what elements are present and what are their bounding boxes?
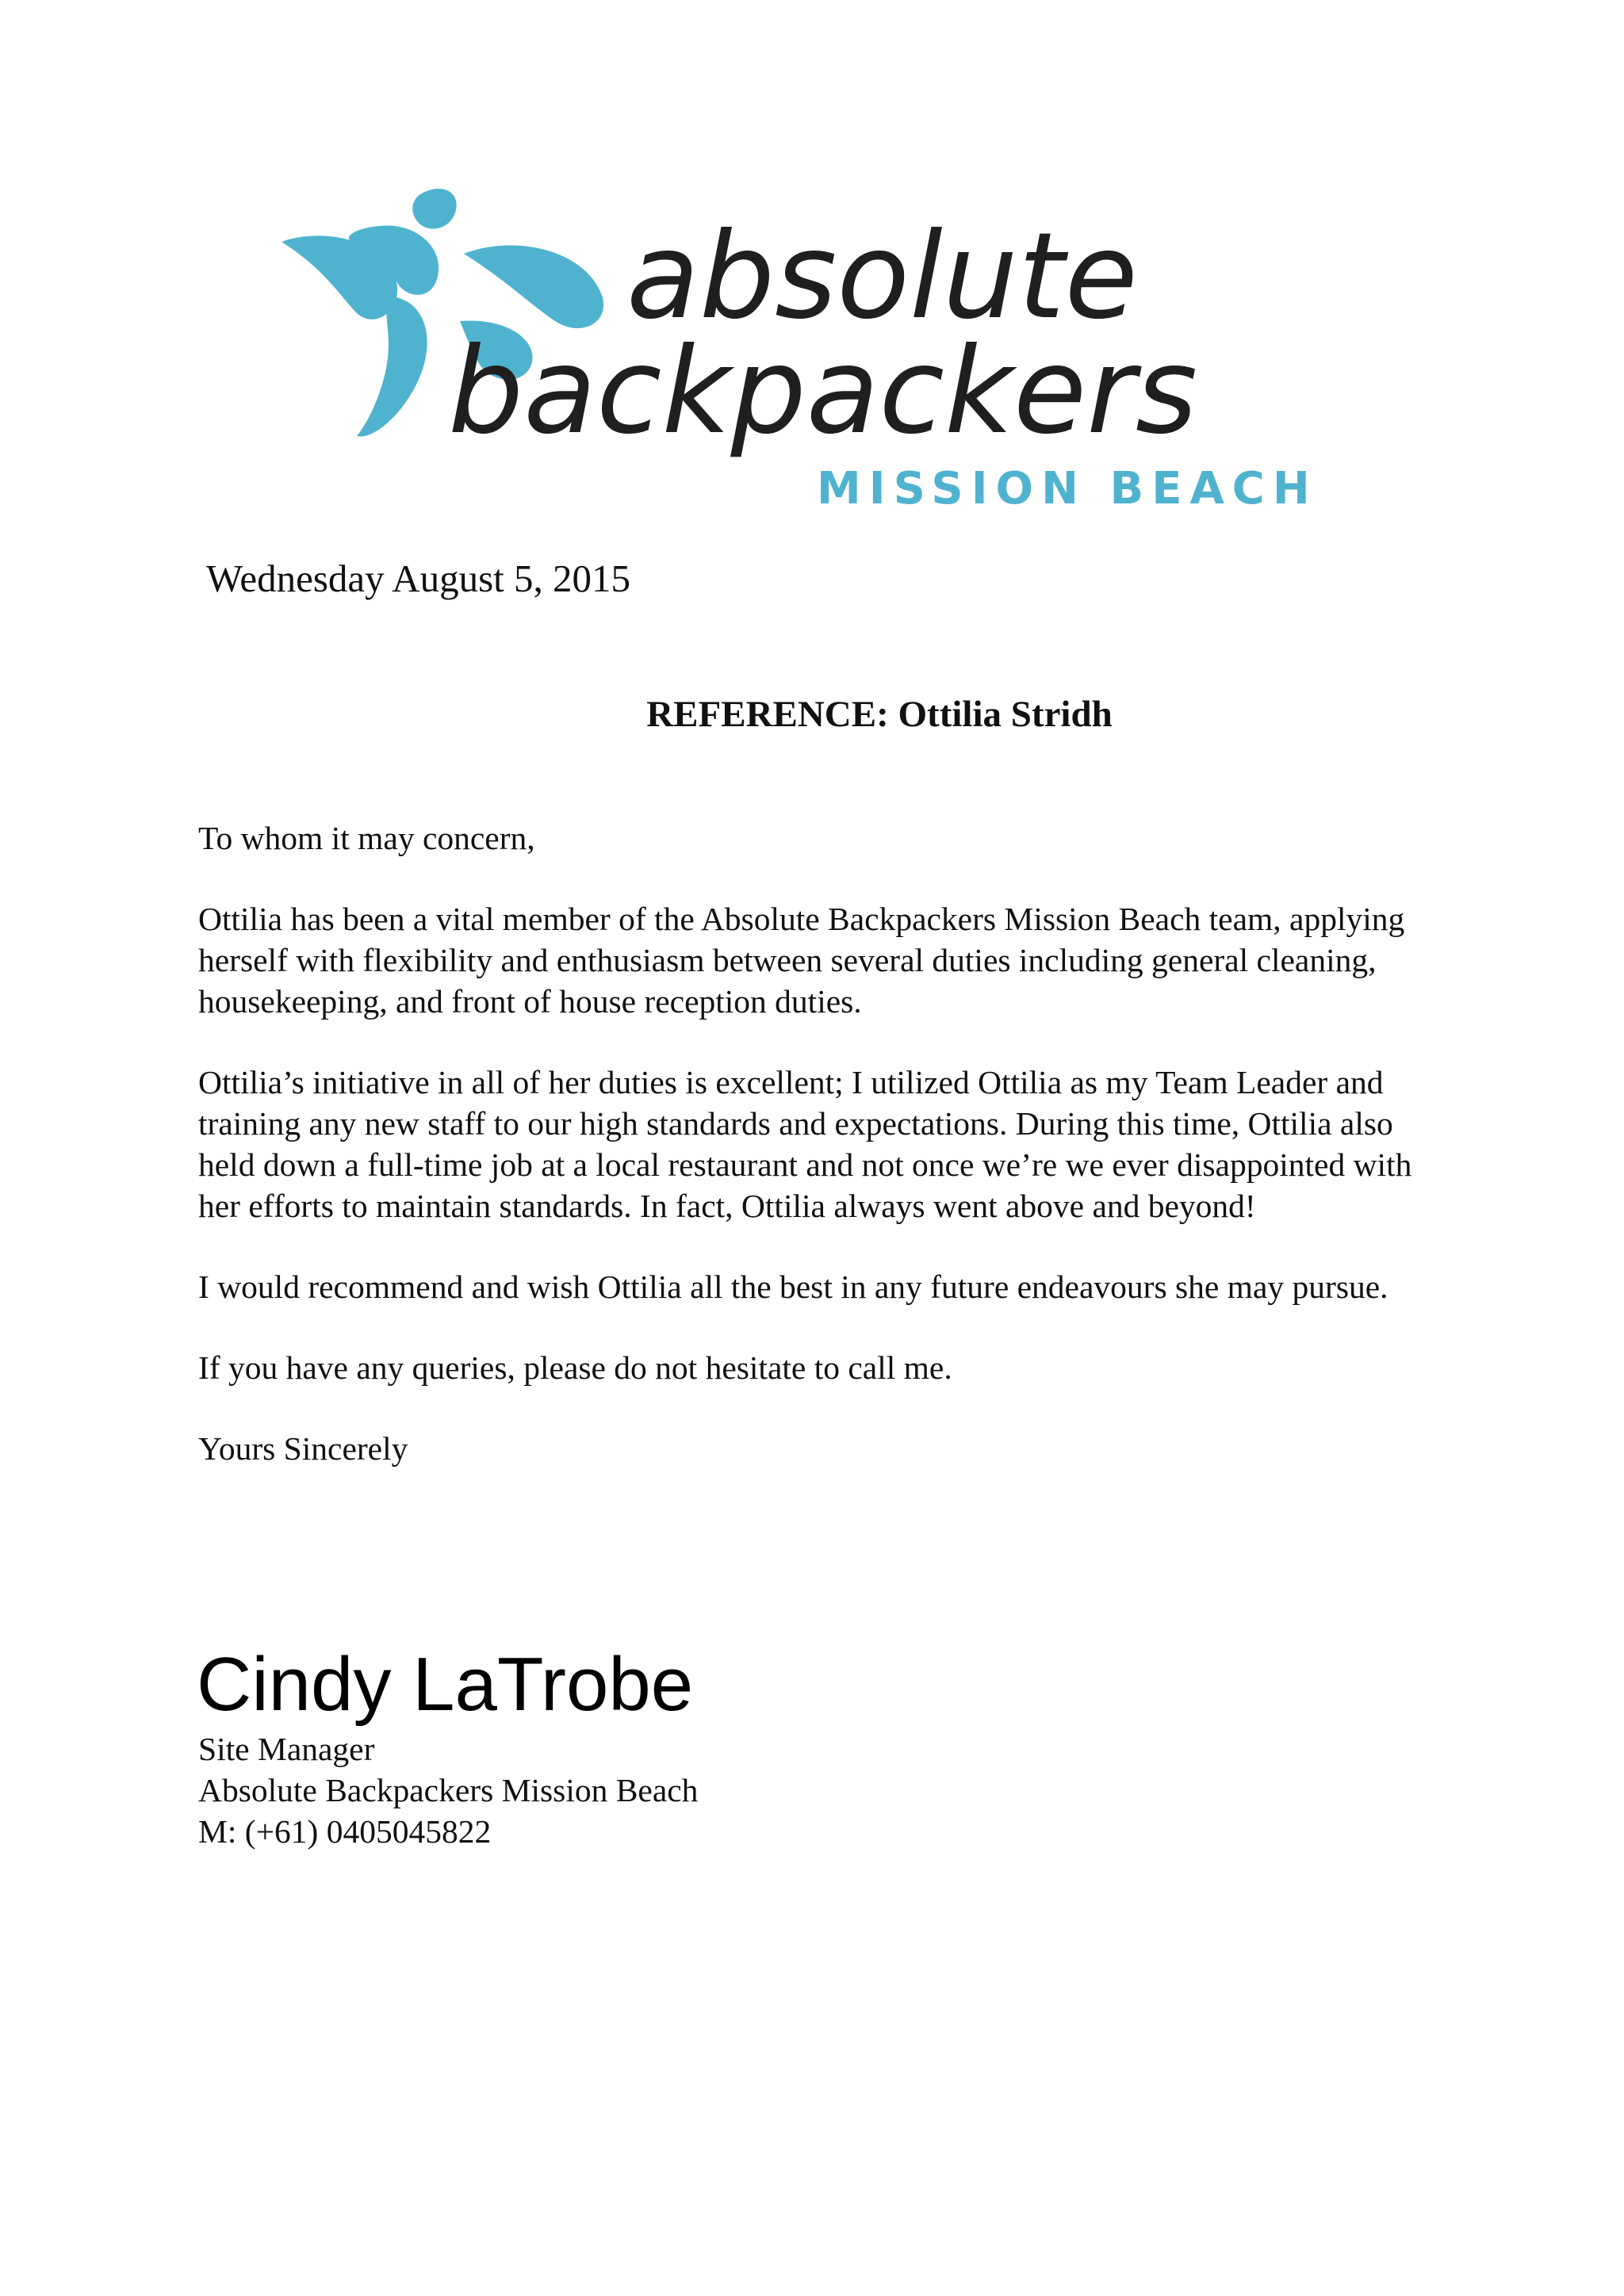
paragraph: Ottilia has been a vital member of the Absolute Backpackers Mission Beach team, applying herself with flexibility and enthusiasm between several duties including general cleaning, housekeeping, and front of house reception duties. [198,901,1405,1020]
signature-block [198,1728,698,1852]
logo-wordmark-line2: backpackers [448,323,1198,461]
signer-title: Site Manager [198,1731,375,1767]
logo-graphic [278,178,1348,519]
logo-wordmark-line3: MISSION BEACH [817,463,1318,515]
closing: Yours Sincerely [198,1430,408,1467]
letter-date: Wednesday August 5, 2015 [206,557,631,600]
salutation: To whom it may concern, [198,820,535,856]
letter-subject: REFERENCE: Ottilia Stridh [646,694,1113,735]
paragraph: Ottilia’s initiative in all of her duties is excellent; I utilized Ottilia as my Team Leader and training any new staff to our high standards and expectations. During this time, Ottilia also held down a full-time job at a local restaurant and not once we’re we ever disappointed with her efforts to maintain standards. In fact, Ottilia always went above and beyond! [198,1064,1412,1224]
paragraph: I would recommend and wish Ottilia all the best in any future endeavours she may pursue. [198,1269,1388,1305]
signer-organization: Absolute Backpackers Mission Beach [198,1772,699,1808]
signer-phone: M: (+61) 0405045822 [198,1813,492,1850]
company-logo [278,178,1348,519]
letter-body [198,817,1435,1509]
paragraph: If you have any queries, please do not hesitate to call me. [198,1349,952,1386]
logo-wordmark-line1: absolute [626,208,1138,346]
signature-name: Cindy LaTrobe [197,1642,694,1727]
